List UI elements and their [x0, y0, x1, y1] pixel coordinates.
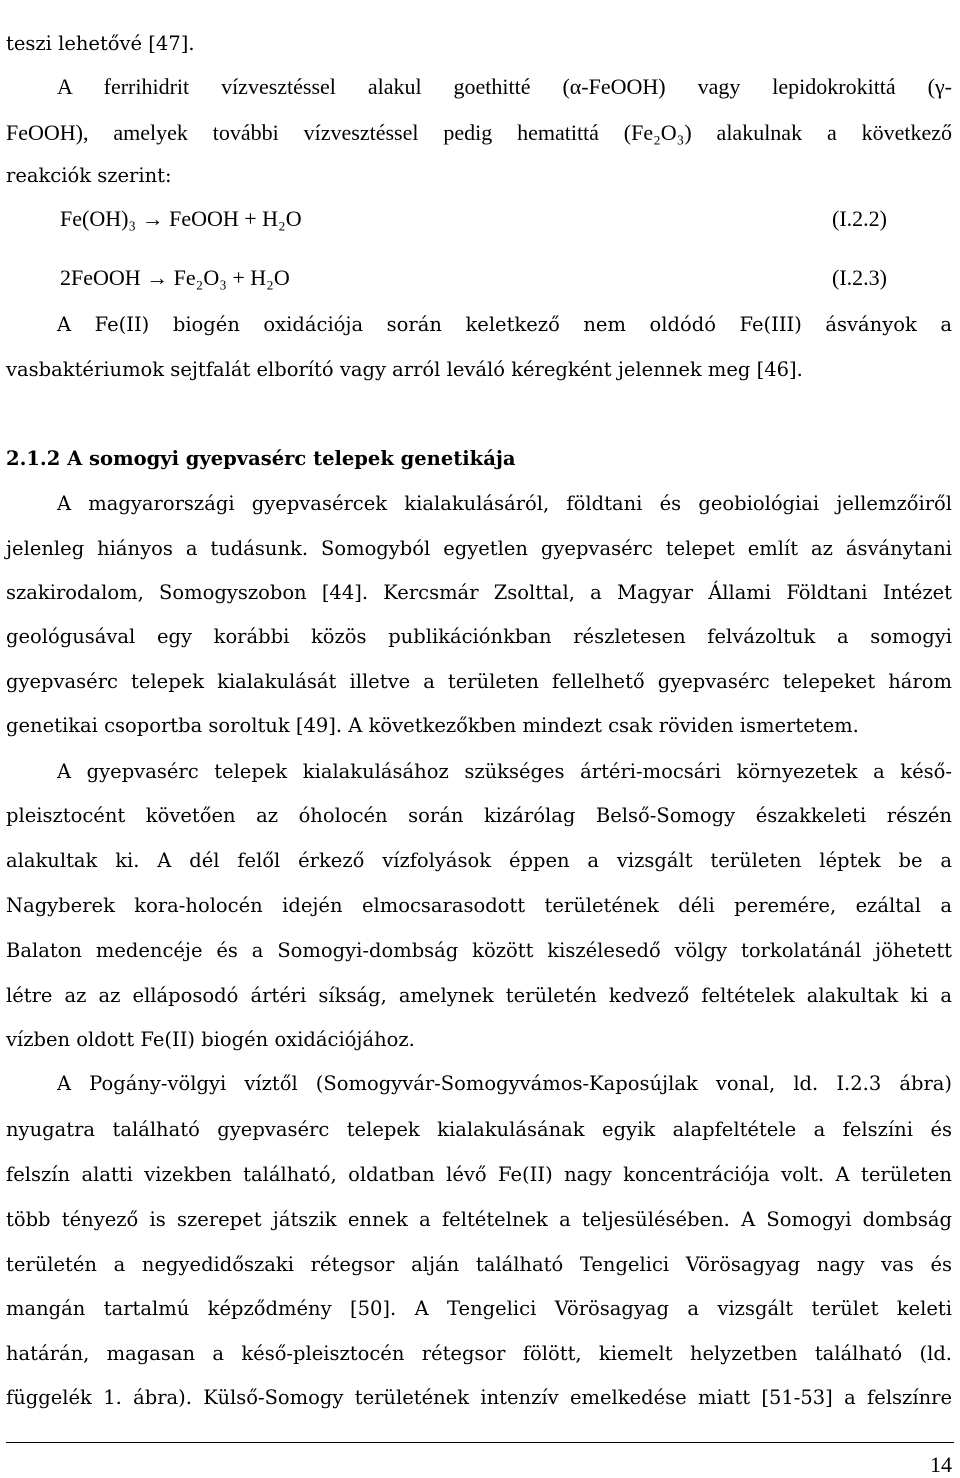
text-line: felszín alatti vizekben található, oldatban lévő Fe(II) nagy koncentrációja volt. A területen — [6, 1163, 952, 1186]
text-line: gyepvasérc telepek kialakulását illetve a területen fellelhető gyepvasérc telepeket három — [6, 670, 952, 693]
text-line: A Pogány-völgyi víztől (Somogyvár-Somogyvámos-Kaposújlak vonal, ld. I.2.3 ábra) — [57, 1072, 952, 1095]
text-line: határán, magasan a késő-pleisztocén rétegsor fölött, kiemelt helyzetben található (ld. — [6, 1342, 952, 1365]
text-line: Balaton medencéje és a Somogyi-dombság között kiszélesedő völgy torkolatánál jöhetett — [6, 939, 952, 962]
text-line: vasbaktériumok sejtfalát elborító vagy arról leváló kéregként jelennek meg [46]. — [6, 358, 803, 381]
text-line: A Fe(II) biogén oxidációja során keletkező nem oldódó Fe(III) ásványok a — [57, 313, 952, 336]
text-line: létre az az elláposodó ártéri síkság, amelynek területén kedvező feltételek alakultak ki a — [6, 984, 952, 1007]
text-line: FeOOH), amelyek további vízvesztéssel pedig hematittá (Fe₂O₃) alakulnak a következő — [6, 120, 952, 145]
text-line: szakirodalom, Somogyszobon [44]. Kercsmár Zsolttal, a Magyar Állami Földtani Intézet — [6, 581, 952, 604]
text-line: alakultak ki. A dél felől érkező vízfolyások éppen a vizsgált területen léptek be a — [6, 849, 952, 872]
equation-number: (I.2.2) — [832, 206, 887, 231]
text-line: A gyepvasérc telepek kialakulásához szükséges ártéri-mocsári környezetek a késő- — [57, 760, 952, 783]
text-line: nyugatra található gyepvasérc telepek kialakulásának egyik alapfeltétele a felszíni és — [6, 1118, 952, 1141]
text-line: jelenleg hiányos a tudásunk. Somogyból egyetlen gyepvasérc telepet említ az ásványtani — [6, 537, 952, 560]
text-line: pleisztocént követően az óholocén során kizárólag Belső-Somogy északkeleti részén — [6, 804, 952, 827]
text-line: területén a negyedidőszaki rétegsor alján található Tengelici Vörösagyag nagy vas és — [6, 1253, 952, 1276]
equation: 2FeOOH → Fe₂O₃ + H₂O — [60, 265, 290, 290]
equation: Fe(OH)₃ → FeOOH + H₂O — [60, 206, 302, 231]
text-line: A magyarországi gyepvasércek kialakulásáról, földtani és geobiológiai jellemzőiről — [57, 492, 952, 515]
text-line: A ferrihidrit vízvesztéssel alakul goethitté (α-FeOOH) vagy lepidokrokittá (γ- — [57, 74, 952, 99]
text-line: geológusával egy korábbi közös publikációnkban részletesen felvázoltuk a somogyi — [6, 625, 952, 648]
text-line: teszi lehetővé [47]. — [6, 32, 195, 55]
text-line: Nagyberek kora-holocén idején elmocsarasodott területének déli peremére, ezáltal a — [6, 894, 952, 917]
text-line: vízben oldott Fe(II) biogén oxidációjához. — [6, 1028, 415, 1051]
page-number: 14 — [930, 1452, 952, 1477]
footer-divider — [6, 1442, 954, 1443]
equation-number: (I.2.3) — [832, 265, 887, 290]
text-line: genetikai csoportba soroltuk [49]. A következőkben mindezt csak röviden ismertetem. — [6, 714, 859, 737]
section-heading: 2.1.2 A somogyi gyepvasérc telepek genetikája — [6, 447, 516, 470]
text-line: több tényező is szerepet játszik ennek a feltételnek a teljesülésében. A Somogyi dombság — [6, 1208, 952, 1231]
text-line: mangán tartalmú képződmény [50]. A Tengelici Vörösagyag a vizsgált terület keleti — [6, 1297, 952, 1320]
text-line: függelék 1. ábra). Külső-Somogy területének intenzív emelkedése miatt [51-53] a felszínre — [6, 1386, 952, 1409]
text-line: reakciók szerint: — [6, 164, 172, 187]
